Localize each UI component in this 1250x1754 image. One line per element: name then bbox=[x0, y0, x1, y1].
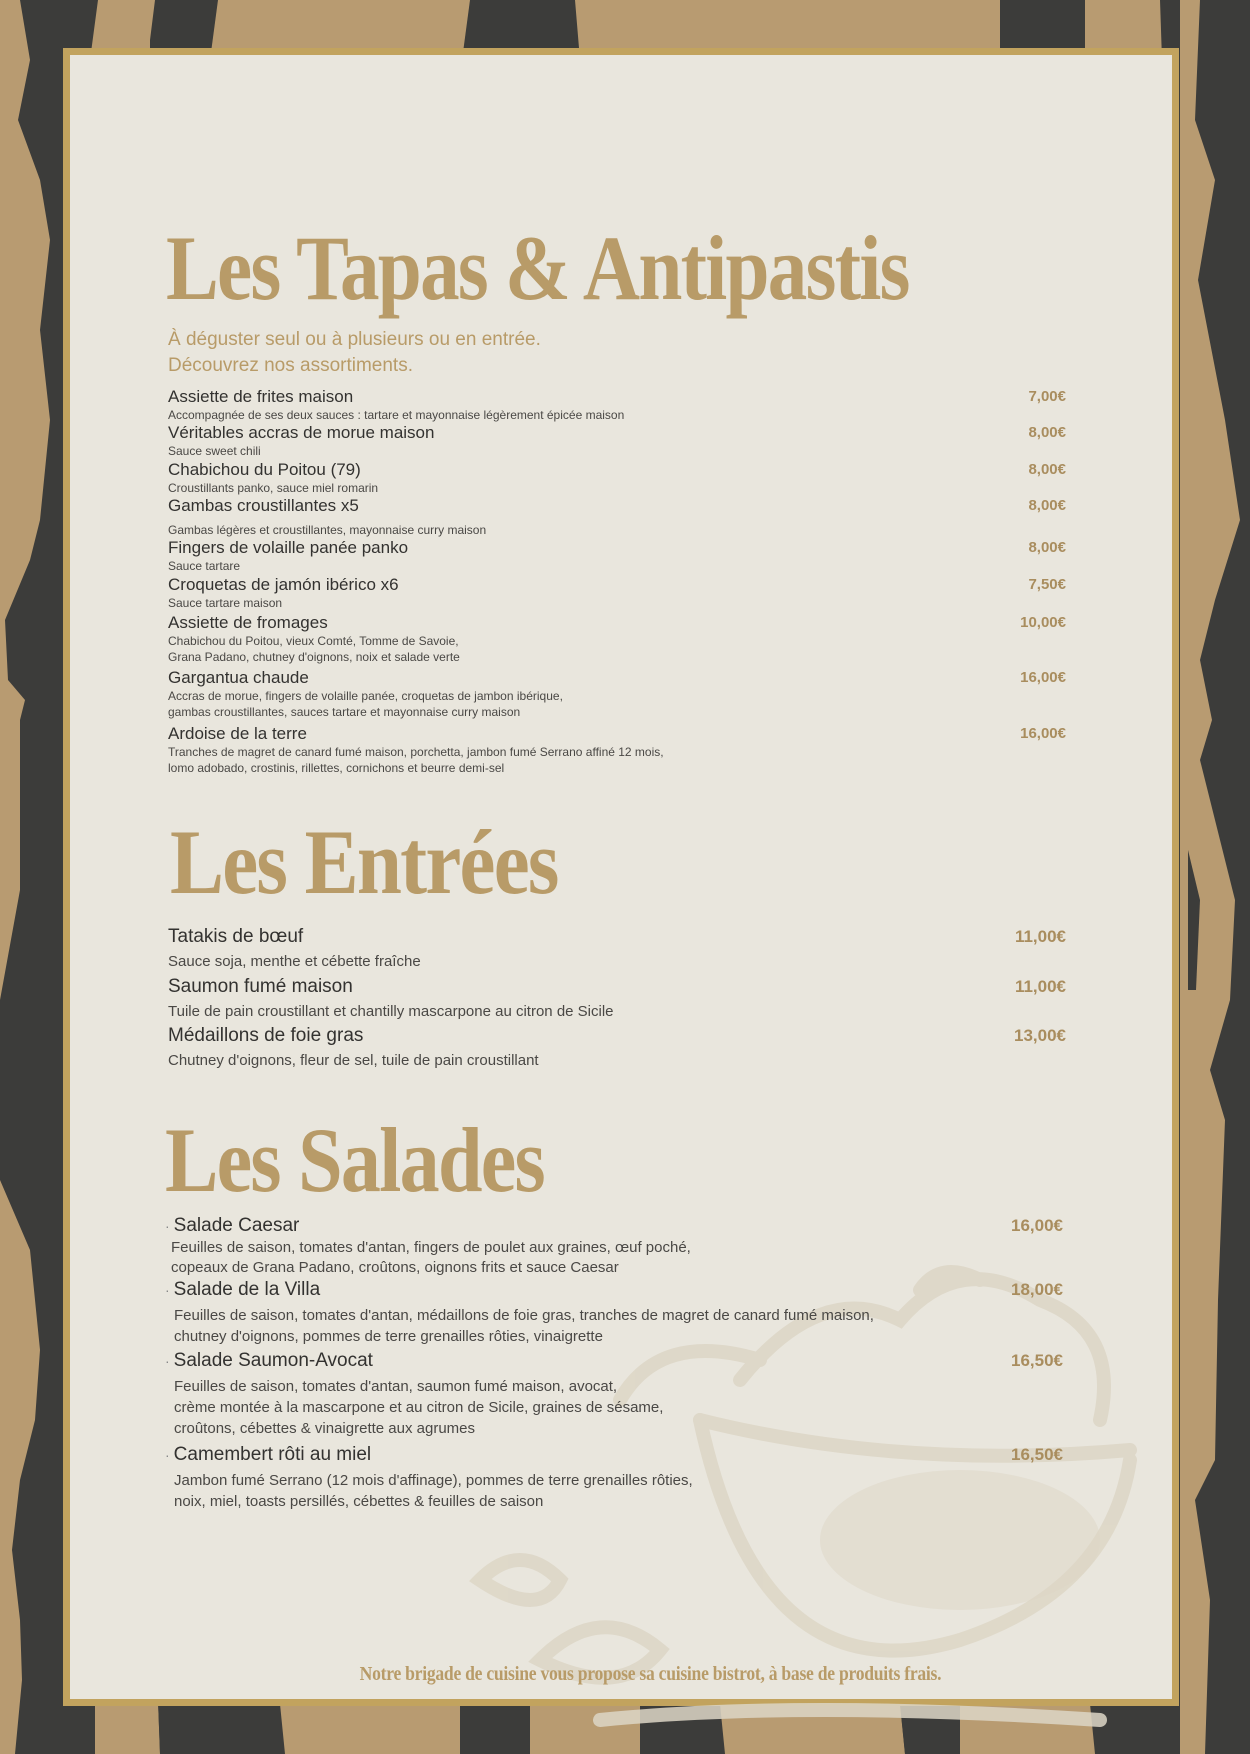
item-name bbox=[165, 1214, 1065, 1238]
item-name bbox=[165, 1443, 1065, 1467]
section-title-tapas: Les Tapas & Antipastis bbox=[166, 217, 909, 319]
item-description: croûtons, cébettes & vinaigrette aux agrumes bbox=[174, 1420, 475, 1437]
item-description: Sauce soja, menthe et cébette fraîche bbox=[168, 953, 421, 970]
item-name bbox=[165, 1349, 1065, 1373]
menu-item bbox=[168, 975, 1068, 1022]
item-name: Assiette de frites maison bbox=[168, 387, 354, 406]
item-price: 16,50€ bbox=[1011, 1351, 1063, 1370]
item-price: 16,00€ bbox=[1011, 1216, 1063, 1235]
item-description: Tranches de magret de canard fumé maison, porchetta, jambon fumé Serrano affiné 12 mois, bbox=[168, 745, 664, 759]
bullet-dot-icon: · bbox=[165, 1353, 170, 1369]
item-price: 11,00€ bbox=[1014, 977, 1066, 996]
item-price: 8,00€ bbox=[1028, 461, 1066, 478]
item-name: Croquetas de jamón ibérico x6 bbox=[168, 575, 399, 594]
item-description: Sauce sweet chili bbox=[168, 444, 261, 458]
menu-item bbox=[168, 613, 1068, 665]
bullet-dot-icon: · bbox=[165, 1447, 170, 1463]
item-price: 8,00€ bbox=[1028, 497, 1066, 514]
item-price: 18,00€ bbox=[1011, 1280, 1063, 1299]
item-name: Véritables accras de morue maison bbox=[168, 423, 435, 442]
menu-item bbox=[165, 1214, 1065, 1278]
item-price: 10,00€ bbox=[1020, 614, 1066, 631]
menu-item bbox=[168, 724, 1068, 776]
item-price: 8,00€ bbox=[1028, 539, 1066, 556]
menu-item bbox=[168, 668, 1068, 720]
menu-item bbox=[168, 925, 1068, 972]
menu-item bbox=[165, 1349, 1065, 1439]
item-name: Fingers de volaille panée panko bbox=[168, 538, 409, 557]
item-description: Accras de morue, fingers de volaille panée, croquetas de jambon ibérique, bbox=[168, 689, 563, 703]
menu-item bbox=[168, 496, 1068, 538]
item-name: Médaillons de foie gras bbox=[168, 1025, 364, 1046]
item-name-text: Salade Saumon-Avocat bbox=[173, 1350, 373, 1371]
footer-tagline bbox=[0, 1663, 1250, 1686]
footer-text: Notre brigade de cuisine vous propose sa cuisine bistrot, à base de produits frais. bbox=[359, 1663, 941, 1685]
item-description: crème montée à la mascarpone et au citron de Sicile, graines de sésame, bbox=[174, 1399, 664, 1416]
item-price: 11,00€ bbox=[1014, 927, 1066, 946]
item-name: Saumon fumé maison bbox=[168, 976, 353, 997]
menu-item bbox=[168, 575, 1068, 611]
item-description: Jambon fumé Serrano (12 mois d'affinage), pommes de terre grenailles rôties, bbox=[174, 1472, 693, 1489]
item-description: gambas croustillantes, sauces tartare et mayonnaise curry maison bbox=[168, 705, 521, 719]
tapas-intro-line-2: Découvrez nos assortiments. bbox=[168, 355, 413, 376]
menu-item bbox=[168, 538, 1068, 574]
item-description: Accompagnée de ses deux sauces : tartare et mayonnaise légèrement épicée maison bbox=[168, 408, 625, 422]
item-description: Tuile de pain croustillant et chantilly mascarpone au citron de Sicile bbox=[168, 1003, 614, 1020]
section-title-salades: Les Salades bbox=[165, 1109, 544, 1211]
item-price: 16,50€ bbox=[1011, 1445, 1063, 1464]
item-description: Grana Padano, chutney d'oignons, noix et salade verte bbox=[168, 650, 460, 664]
item-description: Gambas légères et croustillantes, mayonnaise curry maison bbox=[168, 523, 487, 537]
item-name: Assiette de fromages bbox=[168, 613, 328, 632]
item-description: lomo adobado, crostinis, rillettes, cornichons et beurre demi-sel bbox=[168, 761, 505, 775]
item-name-text: Salade Caesar bbox=[173, 1215, 300, 1236]
menu-item bbox=[168, 387, 1068, 423]
item-name-text: Salade de la Villa bbox=[173, 1279, 321, 1300]
item-price: 8,00€ bbox=[1028, 424, 1066, 441]
bullet-dot-icon: · bbox=[165, 1218, 170, 1234]
menu-item bbox=[168, 423, 1068, 459]
item-price: 7,00€ bbox=[1028, 388, 1066, 405]
tapas-intro-line-1: À déguster seul ou à plusieurs ou en entrée. bbox=[168, 329, 541, 350]
item-name bbox=[165, 1278, 1065, 1302]
item-description: Feuilles de saison, tomates d'antan, médaillons de foie gras, tranches de magret de canard fumé maison, bbox=[174, 1307, 874, 1324]
menu-item bbox=[165, 1278, 1065, 1347]
item-description: Chabichou du Poitou, vieux Comté, Tomme de Savoie, bbox=[168, 634, 459, 648]
item-name: Gargantua chaude bbox=[168, 668, 309, 687]
item-description: copeaux de Grana Padano, croûtons, oignons frits et sauce Caesar bbox=[171, 1259, 619, 1276]
item-name: Tatakis de bœuf bbox=[168, 926, 304, 947]
menu-item bbox=[168, 460, 1068, 496]
item-name: Gambas croustillantes x5 bbox=[168, 496, 359, 515]
item-name-text: Camembert rôti au miel bbox=[173, 1444, 372, 1465]
item-description: Feuilles de saison, tomates d'antan, saumon fumé maison, avocat, bbox=[174, 1378, 618, 1395]
item-description: noix, miel, toasts persillés, cébettes & feuilles de saison bbox=[174, 1493, 544, 1510]
section-title-entrees: Les Entrées bbox=[170, 811, 558, 913]
item-description: chutney d'oignons, pommes de terre grenailles rôties, vinaigrette bbox=[174, 1328, 603, 1345]
tapas-intro bbox=[168, 327, 868, 379]
item-price: 16,00€ bbox=[1020, 669, 1066, 686]
item-price: 7,50€ bbox=[1028, 576, 1066, 593]
item-price: 13,00€ bbox=[1014, 1026, 1066, 1045]
item-description: Sauce tartare maison bbox=[168, 596, 283, 610]
item-description: Sauce tartare bbox=[168, 559, 241, 573]
item-description: Croustillants panko, sauce miel romarin bbox=[168, 481, 379, 495]
item-name: Chabichou du Poitou (79) bbox=[168, 460, 361, 479]
item-description: Feuilles de saison, tomates d'antan, fingers de poulet aux graines, œuf poché, bbox=[171, 1239, 691, 1256]
menu-item bbox=[168, 1024, 1068, 1071]
menu-item bbox=[165, 1443, 1065, 1512]
bullet-dot-icon: · bbox=[165, 1282, 170, 1298]
item-name: Ardoise de la terre bbox=[168, 724, 307, 743]
item-description: Chutney d'oignons, fleur de sel, tuile de pain croustillant bbox=[168, 1052, 539, 1069]
item-price: 16,00€ bbox=[1020, 725, 1066, 742]
